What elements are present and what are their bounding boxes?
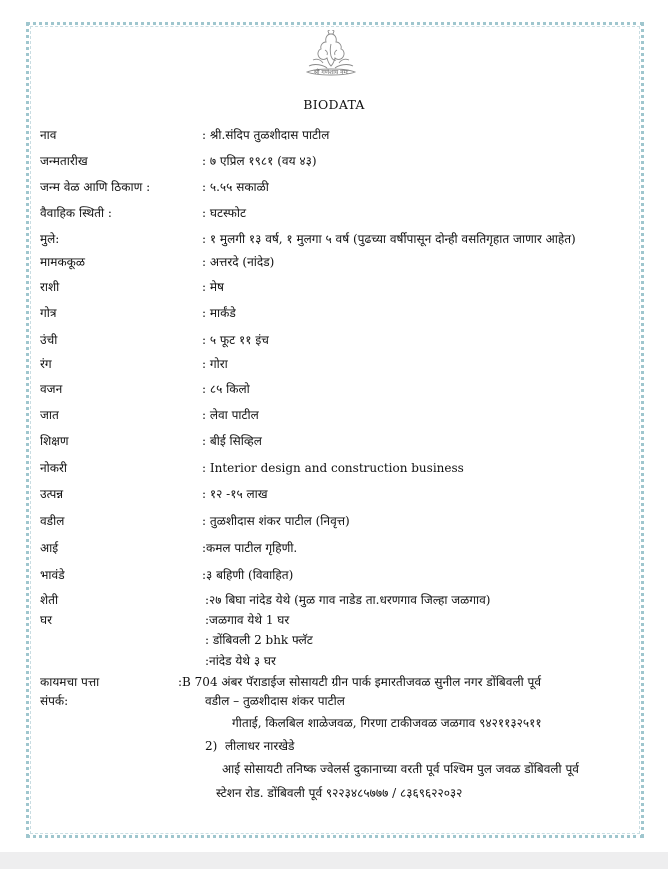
field-value: : श्री.संदिप तुळशीदास पाटील xyxy=(202,128,330,142)
field-value: : ५.५५ सकाळी xyxy=(202,180,269,194)
contact-label: संपर्क: xyxy=(40,694,69,708)
address-label: कायमचा पत्ता xyxy=(40,675,100,689)
field-label: वडील xyxy=(40,514,65,528)
field-value: : १ मुलगी १३ वर्ष, १ मुलगा ५ वर्ष (पुढच्या वर्षीपासून दोन्ही वसतिगृहात जाणार आहेत) xyxy=(202,232,576,246)
field-value: : लेवा पाटील xyxy=(202,408,259,422)
field-label: जन्म वेळ आणि ठिकाण : xyxy=(40,180,151,194)
field-label: वजन xyxy=(40,382,63,396)
field-value: : बीई सिव्हिल xyxy=(202,434,262,448)
field-label: नोकरी xyxy=(40,461,68,475)
ghar-line: :नांदेड येथे ३ घर xyxy=(205,654,276,668)
field-value: : ५ फूट ११ इंच xyxy=(202,333,269,347)
field-label: आई xyxy=(40,541,59,555)
decorative-inner-border xyxy=(30,26,640,834)
field-label: शेती xyxy=(40,593,59,607)
field-label: रंग xyxy=(40,357,52,371)
page-footer-bar xyxy=(0,852,668,869)
field-label: घर xyxy=(40,613,53,627)
field-label: शिक्षण xyxy=(40,434,69,448)
field-label: नाव xyxy=(40,128,57,142)
field-label: मुले: xyxy=(40,232,60,246)
ghar-line: : डोंबिवली 2 bhk फ्लॅट xyxy=(205,633,313,647)
contact-phones: स्टेशन रोड. डोंबिवली पूर्व ९२२३४८५७७७ / ८३६९६२२०३२ xyxy=(216,786,463,800)
contact-father: वडील – तुळशीदास शंकर पाटील xyxy=(205,694,345,708)
contact-address: आई सोसायटी तनिष्क ज्वेलर्स दुकानाच्या वरती पूर्व पश्चिम पुल जवळ डोंबिवली पूर्व xyxy=(222,762,579,776)
field-value: : अत्तरदे (नांदेड) xyxy=(202,255,275,269)
address-value: :B 704 अंबर पॅराडाईज सोसायटी ग्रीन पार्क इमारतीजवळ सुनील नगर डोंबिवली पूर्व xyxy=(178,675,542,689)
field-value: : मेष xyxy=(202,280,224,294)
field-value: : गोरा xyxy=(202,357,228,371)
contact-item-2 xyxy=(205,739,294,753)
field-label: भावंडे xyxy=(40,568,65,582)
field-value: :३ बहिणी (विवाहित) xyxy=(202,568,294,582)
field-value: :२७ बिघा नांदेड येथे (मुळ गाव नाडेड ता.धरणगाव जिल्हा जळगाव) xyxy=(205,593,491,607)
emblem-caption: श्री गणेशाय नमः xyxy=(313,69,349,76)
field-label: उत्पन्न xyxy=(40,487,64,501)
field-label: वैवाहिक स्थिती : xyxy=(40,206,112,220)
field-label: जात xyxy=(40,408,59,422)
contact-item-name: लीलाधर नारखेडे xyxy=(224,739,295,753)
field-value: :कमल पाटील गृहिणी. xyxy=(202,541,298,555)
contact-father-address: गीताई, किलबिल शाळेजवळ, गिरणा टाकीजवळ जळगाव ९४२११३२५११ xyxy=(232,716,542,730)
field-value: : घटस्फोट xyxy=(202,206,247,220)
field-value: : ७ एप्रिल १९८१ (वय ४३) xyxy=(202,154,317,168)
contact-item-number: 2) xyxy=(205,739,218,753)
field-value: : १२ -१५ लाख xyxy=(202,487,268,501)
field-value: : ८५ किलो xyxy=(202,382,250,396)
field-value: : तुळशीदास शंकर पाटील (निवृत्त) xyxy=(202,514,350,528)
field-value: : मार्कंडे xyxy=(202,306,236,320)
page-title: BIODATA xyxy=(303,97,365,112)
field-label: जन्मतारीख xyxy=(40,154,88,168)
field-label: मामककूळ xyxy=(40,255,86,269)
field-label: उंची xyxy=(40,333,58,347)
field-label: गोत्र xyxy=(40,306,57,320)
field-value: : Interior design and construction business xyxy=(202,461,464,475)
ghar-line: :जळगाव येथे 1 घर xyxy=(205,613,290,627)
field-label: राशी xyxy=(40,280,60,294)
ganesha-logo-icon xyxy=(297,30,365,84)
